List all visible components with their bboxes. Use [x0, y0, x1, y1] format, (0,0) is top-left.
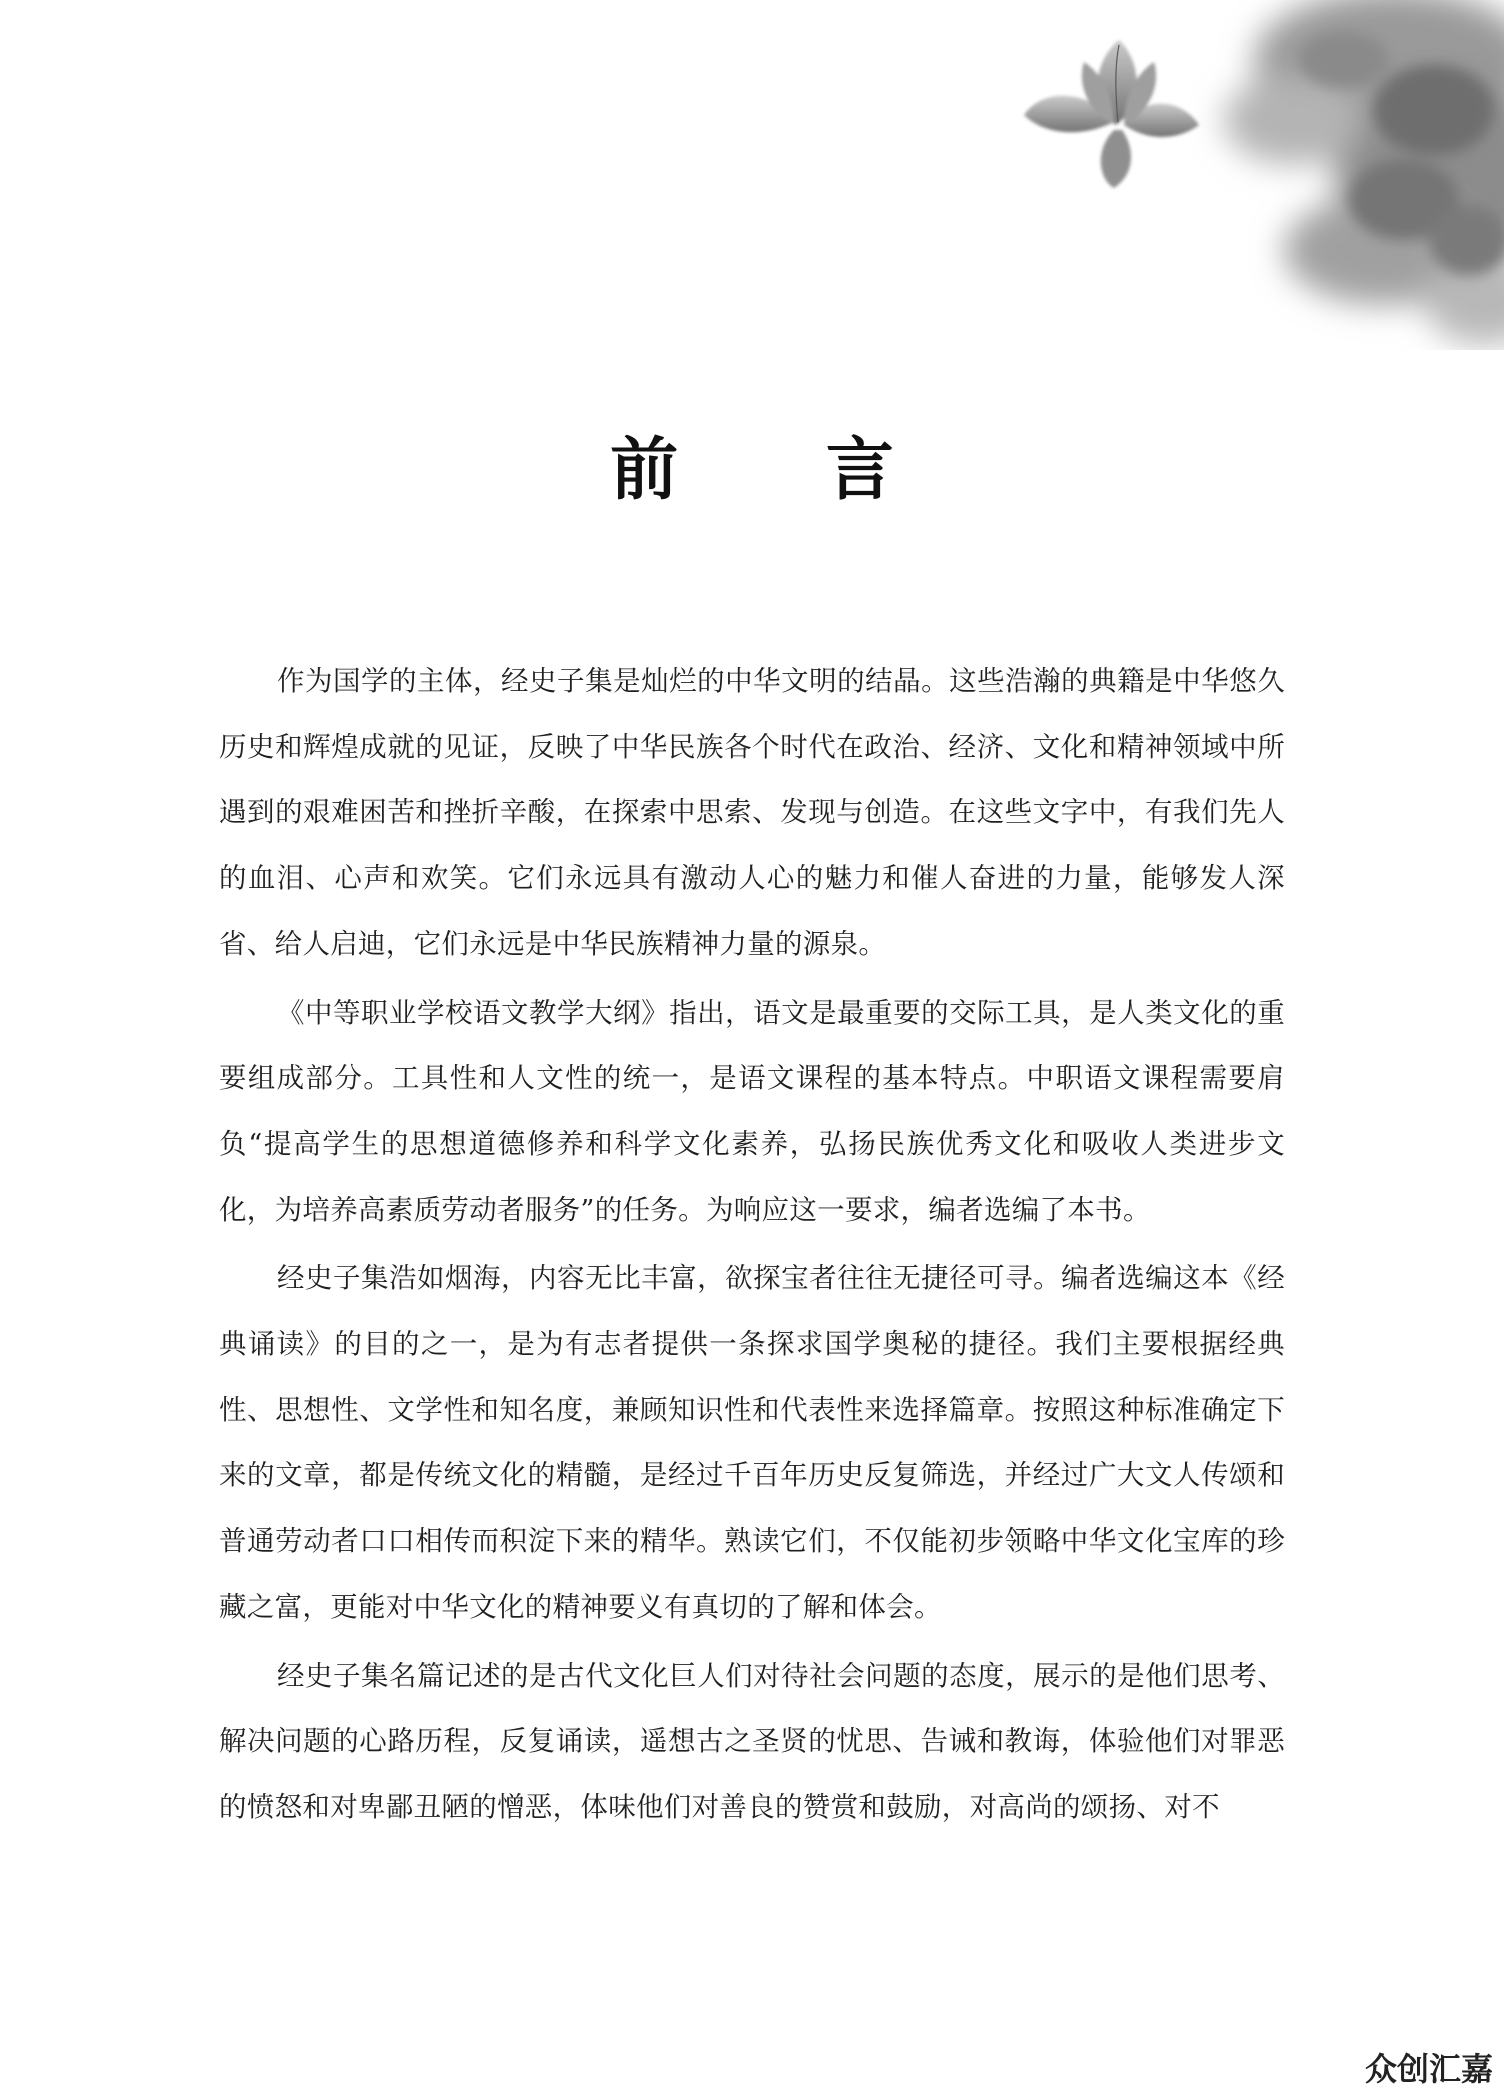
watermark: 众创汇嘉 — [1354, 2044, 1504, 2094]
paragraph: 经史子集浩如烟海，内容无比丰富，欲探宝者往往无捷径可寻。编者选编这本《经典诵读》的目的之一，是为有志者提供一条探求国学奥秘的捷径。我们主要根据经典性、思想性、文学性和知名度，兼顾知识性和代表性来选择篇章。按照这种标准确定下来的文章，都是传统文化的精髓，是经过千百年历史反复筛选，并经过广大文人传颂和普通劳动者口口相传而积淀下来的精华。熟读它们，不仅能初步领略中华文化宝库的珍藏之富，更能对中华文化的精神要义有真切的了解和体会。 — [219, 1262, 1285, 1623]
preface-body — [219, 649, 1285, 1844]
paragraph: 《中等职业学校语文教学大纲》指出，语文是最重要的交际工具，是人类文化的重要组成部分。工具性和人文性的统一，是语文课程的基本特点。中职语文课程需要肩负“提高学生的思想道德修养和科学文化素养，弘扬民族优秀文化和吸收人类进步文化，为培养高素质劳动者服务”的任务。为响应这一要求，编者选编了本书。 — [219, 996, 1285, 1226]
lotus-ink-icon — [964, 0, 1504, 350]
paragraph: 经史子集名篇记述的是古代文化巨人们对待社会问题的态度，展示的是他们思考、解决问题的心路历程，反复诵读，遥想古之圣贤的忧思、告诫和教诲，体验他们对罪恶的愤怒和对卑鄙丑陋的憎恶，体味他们对善良的赞赏和鼓励，对高尚的颂扬、对不 — [219, 1659, 1285, 1823]
lotus-ink-decoration — [964, 0, 1504, 350]
paragraph: 作为国学的主体，经史子集是灿烂的中华文明的结晶。这些浩瀚的典籍是中华悠久历史和辉煌成就的见证，反映了中华民族各个时代在政治、经济、文化和精神领域中所遇到的艰难困苦和挫折辛酸，在探索中思索、发现与创造。在这些文字中，有我们先人的血泪、心声和欢笑。它们永远具有激动人心的魅力和催人奋进的力量，能够发人深省、给人启迪，它们永远是中华民族精神力量的源泉。 — [219, 665, 1285, 960]
page-title: 前 言 — [610, 430, 956, 510]
